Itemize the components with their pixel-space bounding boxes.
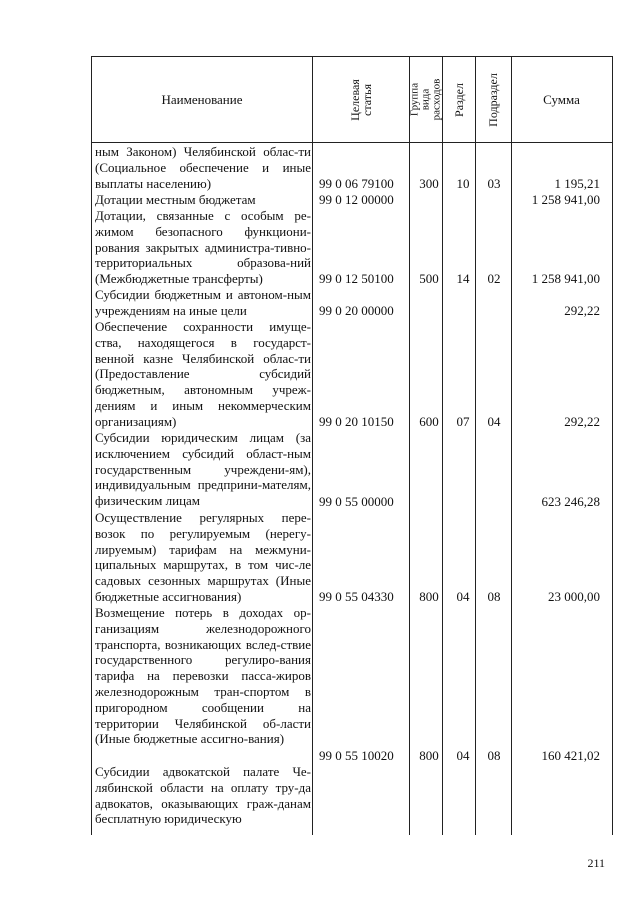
row-sum: 292,22 xyxy=(564,303,600,318)
row-code: 99 0 12 00000 xyxy=(319,192,394,207)
header-target-article: Целевая статья xyxy=(347,78,374,121)
row-section: 04 xyxy=(456,748,470,763)
row-sum: 160 421,02 xyxy=(541,748,600,763)
row-group: 600 xyxy=(419,414,439,429)
row-sum: 23 000,00 xyxy=(548,589,600,604)
row-section: 10 xyxy=(456,176,470,191)
row-sum: 1 195,21 xyxy=(554,176,600,191)
column-divider xyxy=(511,57,512,835)
column-divider xyxy=(475,57,476,835)
row-sum: 1 258 941,00 xyxy=(531,192,600,207)
header-divider xyxy=(92,142,612,143)
column-divider xyxy=(312,57,313,835)
row-code: 99 0 55 10020 xyxy=(319,748,394,763)
column-divider xyxy=(442,57,443,835)
row-code: 99 0 20 10150 xyxy=(319,414,394,429)
row-code: 99 0 06 79100 xyxy=(319,176,394,191)
row-name: Субсидии бюджетным и автоном-ным учреждениям на иные цели xyxy=(95,287,311,318)
page-number: 211 xyxy=(587,856,605,870)
row-sum: 1 258 941,00 xyxy=(531,271,600,286)
row-sum: 292,22 xyxy=(564,414,600,429)
row-code: 99 0 20 00000 xyxy=(319,303,394,318)
row-subsection: 04 xyxy=(487,414,501,429)
row-name: Субсидии юридическим лицам (за исключением субсидий област-ным государственным учреждени-ям), индивидуальным предприни-мателям, физическим лицам xyxy=(95,430,311,509)
row-name: Субсидии адвокатской палате Че-лябинской области на оплату тру-да адвокатов, оказывающих граж-данам бесплатную юридическую xyxy=(95,764,311,827)
row-section: 07 xyxy=(456,414,470,429)
row-code: 99 0 55 04330 xyxy=(319,589,394,604)
row-subsection: 03 xyxy=(487,176,501,191)
row-sum: 623 246,28 xyxy=(541,494,600,509)
row-name: Дотации, связанные с особым ре-жимом безопасного функциони-рования закрытых администра-тивно-территориальных образова-ний (Межбюджетные трансферты) xyxy=(95,208,311,287)
row-section: 04 xyxy=(456,589,470,604)
row-group: 300 xyxy=(419,176,439,191)
row-group: 800 xyxy=(419,748,439,763)
row-group: 500 xyxy=(419,271,439,286)
row-name: ным Законом) Челябинской облас-ти (Социальное обеспечение и иные выплаты населению) xyxy=(95,144,311,191)
row-group: 800 xyxy=(419,589,439,604)
header-expense-group: Группа вида расходов xyxy=(408,78,443,121)
header-section: Раздел xyxy=(451,82,466,117)
row-name: Возмещение потерь в доходах ор-ганизациям железнодорожного транспорта, возникающих вслед-ствие государственного регулиро-вания тарифа на перевозки пасса-жиров железнодорожным тран-спортом в пригородном сообщении на территории Челябинской об-ласти (Иные бюджетные ассигно-вания) xyxy=(95,605,311,747)
row-subsection: 08 xyxy=(487,589,501,604)
header-subsection: Подраздел xyxy=(486,72,501,127)
row-name: Осуществление регулярных пере-возок по регулируемым (нерегу-лируемым) тарифам на межмуни-ципальных маршрутах, в том чис-ле садовых сезонных маршрутах (Иные бюджетные ассигнования) xyxy=(95,510,311,604)
row-subsection: 08 xyxy=(487,748,501,763)
column-divider xyxy=(409,57,410,835)
row-section: 14 xyxy=(456,271,470,286)
row-name: Дотации местным бюджетам xyxy=(95,192,256,207)
row-code: 99 0 12 50100 xyxy=(319,271,394,286)
header-sum: Сумма xyxy=(543,91,580,107)
header-name: Наименование xyxy=(161,91,243,107)
row-code: 99 0 55 00000 xyxy=(319,494,394,509)
row-name: Обеспечение сохранности имуще-ства, находящегося в государст-венной казне Челябинской облас-ти (Предоставление субсидий бюджетным, автономным учреж-дениям и иным некоммерческим организациям) xyxy=(95,319,311,429)
row-subsection: 02 xyxy=(487,271,501,286)
